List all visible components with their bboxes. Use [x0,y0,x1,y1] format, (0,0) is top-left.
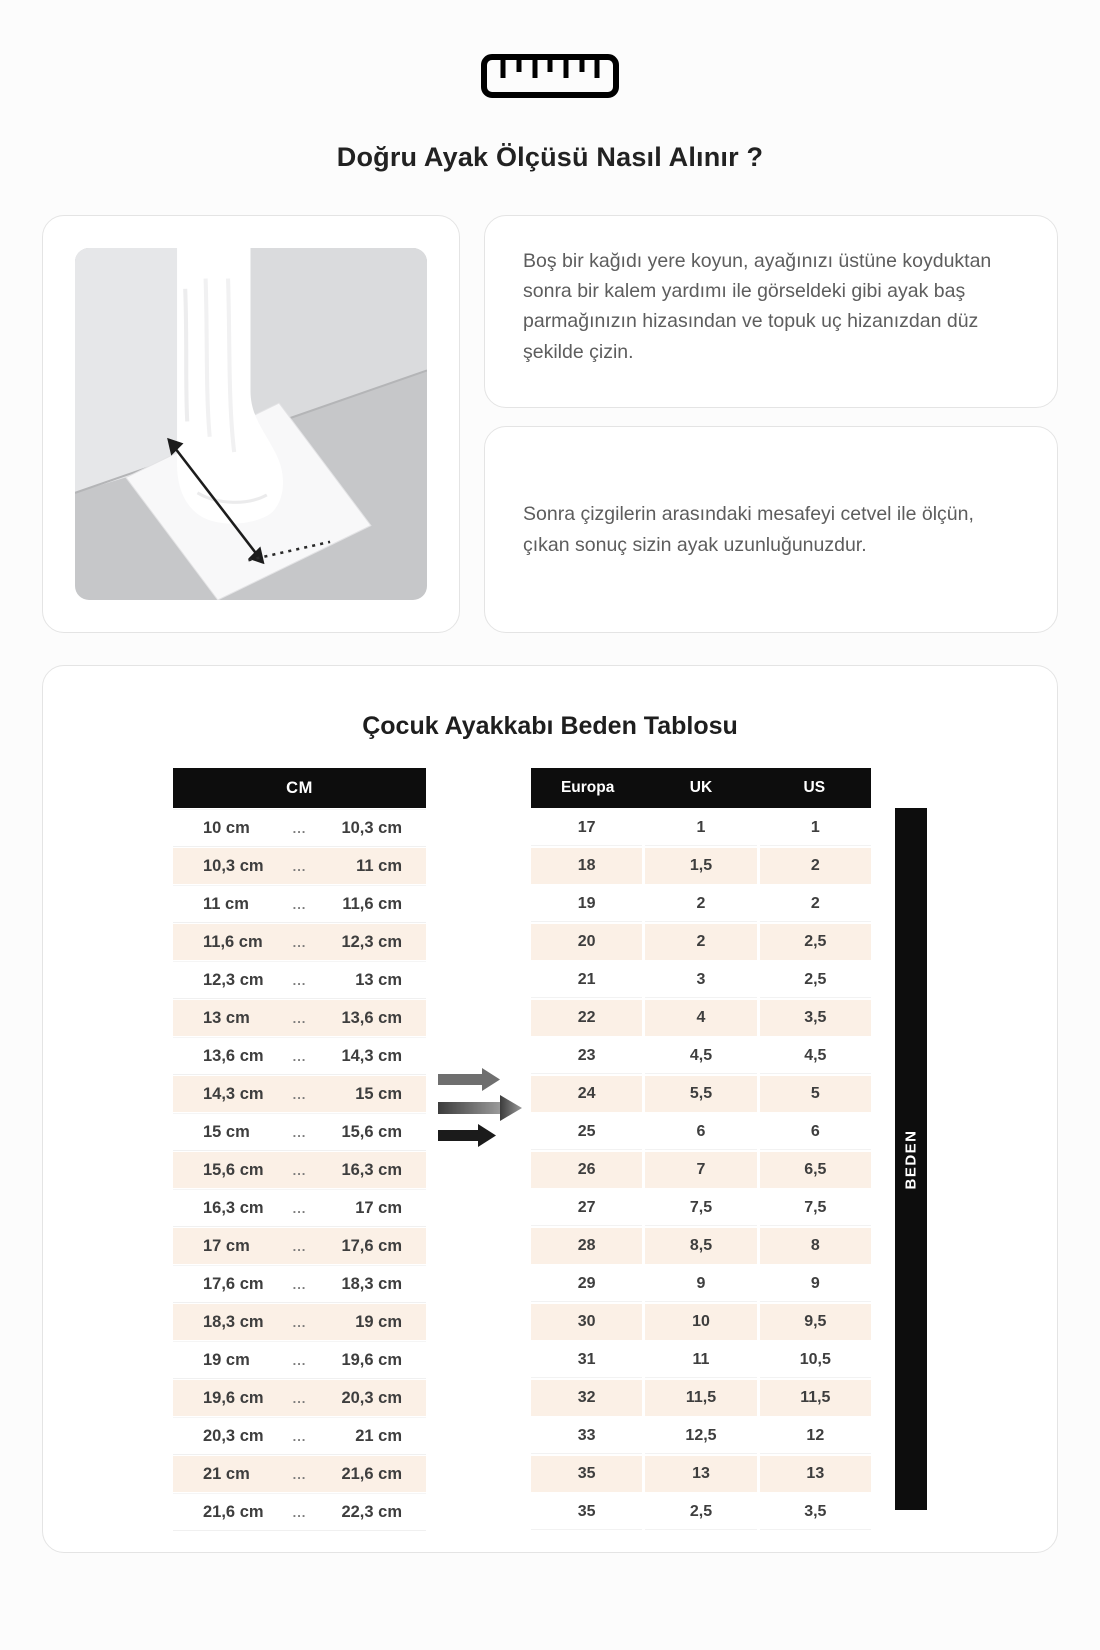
size-row [531,1114,871,1150]
range-dots: ... [292,1124,307,1140]
uk-value: 11,5 [645,1380,756,1416]
cm-to-value: 11,6 cm [342,894,402,913]
uk-value: 13 [645,1456,756,1492]
size-row [531,1494,871,1530]
size-row [531,886,871,922]
foot-measurement-photo [75,248,427,600]
cm-to-value: 17,6 cm [341,1236,402,1255]
range-dots: ... [292,1428,307,1444]
cm-from-value: 10 cm [203,818,250,837]
cm-range-row [173,1038,426,1074]
page-title: Doğru Ayak Ölçüsü Nasıl Alınır ? [336,142,764,172]
europa-value: 24 [531,1076,642,1112]
uk-value: 1,5 [645,848,756,884]
europa-value: 30 [531,1304,642,1340]
cm-from-value: 15 cm [203,1122,250,1141]
us-value: 6 [760,1114,871,1150]
cm-to-value: 20,3 cm [341,1388,402,1407]
cm-to-value: 14,3 cm [341,1046,402,1065]
instruction-text-1: Boş bir kağıdı yere koyun, ayağınızı üstüne koyduktan sonra bir kalem yardımı ile görseldeki gibi ayak baş parmağınızın hizasından ve topuk uç hizanızdan düz şekilde çizin. [523,250,992,363]
europa-value: 26 [531,1152,642,1188]
cm-from-value: 20,3 cm [203,1426,264,1445]
uk-value: 2 [645,924,756,960]
europa-value: 33 [531,1418,642,1454]
cm-to-value: 21 cm [355,1426,402,1445]
uk-value: 2,5 [645,1494,756,1530]
cm-range-row [173,1304,426,1340]
uk-value: 9 [645,1266,756,1302]
uk-value: 2 [645,886,756,922]
us-value: 5 [760,1076,871,1112]
cm-range-row [173,1380,426,1416]
europa-value: 18 [531,848,642,884]
uk-value: 3 [645,962,756,998]
cm-from-value: 16,3 cm [203,1198,264,1217]
us-value: 12 [760,1418,871,1454]
cm-to-value: 17 cm [355,1198,402,1217]
cm-range-row [173,1076,426,1112]
size-row [531,1076,871,1112]
col-header-us: US [803,779,826,796]
us-value: 2,5 [760,962,871,998]
cm-to-value: 18,3 cm [341,1274,402,1293]
cm-to-value: 13 cm [355,970,402,989]
us-value: 1 [760,810,871,846]
size-row [531,810,871,846]
cm-to-value: 22,3 cm [341,1502,402,1521]
size-row [531,1190,871,1226]
cm-from-value: 17 cm [203,1236,250,1255]
size-row [531,1266,871,1302]
col-header-uk: UK [689,779,713,796]
us-value: 3,5 [760,1494,871,1530]
size-row [531,1456,871,1492]
size-row [531,1418,871,1454]
us-value: 9,5 [760,1304,871,1340]
beden-side-bar [895,808,927,1510]
range-dots: ... [292,1504,307,1520]
instruction-text-2: Sonra çizgilerin arasındaki mesafeyi cetvel ile ölçün, çıkan sonuç sizin ayak uzunluğunuzdur. [523,503,974,556]
cm-range-row [173,962,426,998]
arrow-zone [426,768,531,1530]
size-row [531,962,871,998]
cm-to-value: 13,6 cm [341,1008,402,1027]
cm-table [173,768,426,1530]
uk-value: 7 [645,1152,756,1188]
us-value: 2,5 [760,924,871,960]
size-row [531,848,871,884]
uk-value: 5,5 [645,1076,756,1112]
us-value: 4,5 [760,1038,871,1074]
cm-table-body [173,810,426,1530]
cm-to-value: 19,6 cm [341,1350,402,1369]
range-dots: ... [292,934,307,950]
size-row [531,1228,871,1264]
uk-value: 4,5 [645,1038,756,1074]
uk-value: 1 [645,810,756,846]
range-dots: ... [292,1238,307,1254]
cm-from-value: 10,3 cm [203,856,264,875]
us-value: 9 [760,1266,871,1302]
europa-value: 17 [531,810,642,846]
cm-to-value: 11 cm [356,856,402,875]
europa-value: 20 [531,924,642,960]
cm-from-value: 18,3 cm [203,1312,264,1331]
cm-range-row [173,810,426,846]
cm-from-value: 13,6 cm [203,1046,264,1065]
size-row [531,1038,871,1074]
cm-from-value: 15,6 cm [203,1160,264,1179]
range-dots: ... [292,1314,307,1330]
cm-range-row [173,1152,426,1188]
size-table-header [531,768,871,808]
size-table-body [531,810,871,1530]
cm-range-row [173,886,426,922]
range-dots: ... [292,972,307,988]
us-value: 2 [760,886,871,922]
col-header-europa: Europa [560,779,615,796]
transfer-arrows-icon [436,1066,526,1148]
cm-from-value: 19 cm [203,1350,250,1369]
europa-value: 19 [531,886,642,922]
cm-to-value: 15,6 cm [341,1122,402,1141]
us-value: 6,5 [760,1152,871,1188]
cm-range-row [173,1266,426,1302]
europa-value: 31 [531,1342,642,1378]
europa-value: 23 [531,1038,642,1074]
cm-range-row [173,1114,426,1150]
cm-from-value: 11,6 cm [203,932,263,951]
size-tables [43,768,1057,1530]
instruction-cards [484,215,1058,633]
size-row [531,1000,871,1036]
uk-value: 8,5 [645,1228,756,1264]
us-value: 2 [760,848,871,884]
cm-to-value: 12,3 cm [341,932,402,951]
us-value: 3,5 [760,1000,871,1036]
cm-range-row [173,1456,426,1492]
europa-value: 32 [531,1380,642,1416]
range-dots: ... [292,896,307,912]
cm-table-header: CM [173,768,426,808]
europa-value: 25 [531,1114,642,1150]
uk-value: 11 [645,1342,756,1378]
europa-value: 21 [531,962,642,998]
cm-from-value: 17,6 cm [203,1274,264,1293]
us-value: 11,5 [760,1380,871,1416]
us-value: 13 [760,1456,871,1492]
uk-value: 10 [645,1304,756,1340]
europa-value: 35 [531,1494,642,1530]
range-dots: ... [292,1010,307,1026]
range-dots: ... [292,1162,307,1178]
instruction-card-1 [484,215,1058,408]
europa-value: 22 [531,1000,642,1036]
foot-measurement-photo-card [42,215,460,633]
size-row [531,1380,871,1416]
range-dots: ... [292,1048,307,1064]
uk-value: 7,5 [645,1190,756,1226]
cm-range-row [173,924,426,960]
uk-value: 12,5 [645,1418,756,1454]
cm-to-value: 19 cm [355,1312,402,1331]
cm-from-value: 21 cm [203,1464,250,1483]
europa-value: 28 [531,1228,642,1264]
cm-range-row [173,1342,426,1378]
range-dots: ... [292,820,307,836]
cm-range-row [173,1228,426,1264]
europa-value: 29 [531,1266,642,1302]
instruction-card-2 [484,426,1058,633]
uk-value: 4 [645,1000,756,1036]
us-value: 8 [760,1228,871,1264]
range-dots: ... [292,1276,307,1292]
uk-value: 6 [645,1114,756,1150]
range-dots: ... [292,858,307,874]
cm-from-value: 14,3 cm [203,1084,264,1103]
cm-to-value: 21,6 cm [341,1464,402,1483]
instructions-section [42,215,1058,633]
size-row [531,1304,871,1340]
size-row [531,924,871,960]
cm-from-value: 19,6 cm [203,1388,264,1407]
cm-from-value: 21,6 cm [203,1502,264,1521]
cm-range-row [173,848,426,884]
range-dots: ... [292,1390,307,1406]
range-dots: ... [292,1466,307,1482]
europa-value: 27 [531,1190,642,1226]
size-table [531,768,871,1530]
size-row [531,1152,871,1188]
cm-from-value: 12,3 cm [203,970,264,989]
cm-range-row [173,1418,426,1454]
cm-range-row [173,1494,426,1530]
size-row [531,1342,871,1378]
range-dots: ... [292,1352,307,1368]
cm-to-value: 15 cm [355,1084,402,1103]
cm-to-value: 16,3 cm [341,1160,402,1179]
size-chart-title: Çocuk Ayakkabı Beden Tablosu [362,712,738,740]
cm-from-value: 13 cm [203,1008,250,1027]
europa-value: 35 [531,1456,642,1492]
cm-range-row [173,1000,426,1036]
cm-from-value: 11 cm [203,894,249,913]
size-chart-card [42,665,1058,1553]
range-dots: ... [292,1086,307,1102]
cm-range-row [173,1190,426,1226]
us-value: 10,5 [760,1342,871,1378]
range-dots: ... [292,1200,307,1216]
beden-label: BEDEN [902,1128,920,1190]
ruler-icon [0,52,1100,100]
us-value: 7,5 [760,1190,871,1226]
cm-to-value: 10,3 cm [341,818,402,837]
